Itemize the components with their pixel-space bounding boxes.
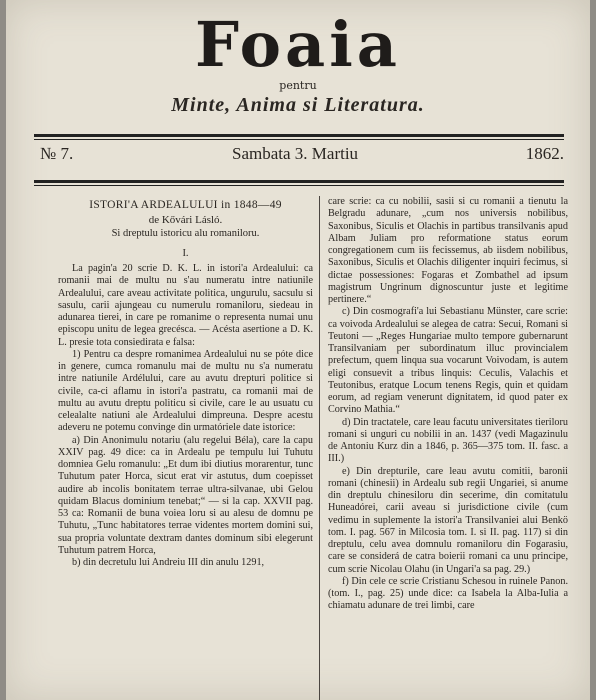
header-rule-bottom-thin (34, 185, 564, 186)
article-column-left (58, 196, 313, 700)
header-rule-top-thin (34, 139, 564, 140)
issue-date: Sambata 3. Martiu (232, 144, 359, 163)
issue-year: 1862. (525, 144, 564, 163)
masthead (6, 10, 590, 118)
article-title: ISTORI'A ARDEALULUI in 1848—49 (89, 199, 282, 211)
paragraph: c) Din cosmografi'a lui Sebastianu Münster, care scrie: ca voivoda Ardealului se alegea de catra: Secui, Romani si Teutoni — „Reges Hungariae multo tempore gubernarunt Transilvaniam per subordinatum illuc provincialem prefectum, quem linqua sua vocarunt Voivodam, is autem eligi consuevit a tribus linquis: Ceculis, Valachis et Teutonibus, eratque Locum tenens Regis, quin et quidam eorum, ad regiam venerunt dignitatem, id quod pater ex Corvino Mathia.“ (328, 306, 568, 416)
paragraph: care scrie: ca cu nobilii, sasii si cu romanii a tienutu la Belgradu adunare, „cum nos universis nobilibus, Saxonibus, Siculis et Olachis in partibus transilvanis apud Albam Juliam pro reformatione status eorum congregationem cum iis fecissemus, ab iisdem nobilibus, Saxonibus, Siculis et Olachis diligenter inquiri fecimus, si dictae possessiones: Fogaras et Zombathel ad ipsum magistrum Ungrinum dignoscuntur juste et legitime pertinere.“ (328, 196, 568, 305)
newspaper-subtitle: Minte, Anima si Literatura. (171, 94, 425, 116)
paragraph: a) Din Anonimulu notariu (alu regelui Béla), care la capu XXIV pag. 49 dice: ca in Ardealu pe tempulu lui Tuhutu domniea Gelu romanulu: „Et dum ibi diutius morarentur, tunc Tuhutum pater Horca, sicut erat vir astutus, dum coepisset audire ab incolis bonitatem terrae ultra-silvanae, ubi Gelou quidam Blacus dominium tenebat;“ — si la cap. XXVII pag. 53 ca: Romanii de buna voiea loru si au alesu de domnu pe Tuhutu, „Tunc habitatores terrae videntes mortem domini sui, sua propria voluntate dextram dantes dominum sibi elegerunt Tuhutum patrem Horca, (58, 434, 313, 556)
issue-number: № 7. (40, 144, 74, 163)
newspaper-title: Foaia (195, 8, 401, 81)
paragraph: 1) Pentru ca despre romanimea Ardealului nu se póte dice in genere, cumca romanulu mai de multu nu s'a numeratu intre natiunile Ardélului, care au avutu drepturi politice si civile, ca-ci aflamu in istori'a pastratu, ca romanii mai de multu au avutu dreptu politicu si civile, care le au usuatu cu celealalte natiuni ale Ardealului dimpreuna. Despre acestu adeveru ne potemu convinge din urmatóriele date istorice: (58, 348, 313, 434)
paragraph: e) Din drepturile, care leau avutu comitii, baronii romani (chinesii) in Ardealu sub regii Ungariei, si anume din dreptulu chinesiloru din secerime, din comitatulu Huneadórei, carii aveau si jurisdictione civile (cum vedimu in suplemente la istori'a Transilvaniei alui Benkö tom. I. pag. 567 in Milcosia tom. I. si II. pag. 117) si din dreptulu, celu avea domnulu romaniloru din Fogarasiu, care se considerá de catra boierii romani ca unu principe, cum scrie Nicolau Olahu (in Ungari'a sa pag. 29.) (328, 465, 568, 575)
issue-info-row (36, 144, 564, 168)
paragraph: La pagin'a 20 scrie D. K. L. in istori'a Ardealului: ca romanii mai de multu nu s'au numeratu intre natiunile Ardealului, care aveau activitate politica, ungurulu, sacsulu si sasulu, carii ajungeau cu numerulu romaniloru, siedeau in adunarea tierei, in care pe romanime o representa numai unu episcopu unitu de legea grecésca. — Acésta asertione a D. K. L. presie tota consiedirata e falsa: (58, 263, 313, 348)
article-subtitle: Si dreptulu istoricu alu romaniloru. (111, 228, 260, 239)
article-author: de Kővári Lásló. (148, 214, 223, 226)
title-connector: pentru (279, 79, 317, 92)
header-rule-bottom (34, 180, 564, 183)
column-divider (319, 196, 320, 700)
paragraph: d) Din tractatele, care leau facutu universitates tieriloru romani si unguri cu nobilii in an. 1437 (vedi Magazinulu de Antoniu Kurz din a 1846, p. 365—375 tom. II. fasc. a III.) (328, 416, 568, 465)
section-number: I. (182, 248, 189, 259)
article-column-right (328, 196, 568, 700)
header-rule-top (34, 134, 564, 137)
paragraph: f) Din cele ce scrie Cristianu Schesou in ruinele Panon. (tom. I., pag. 25) unde dice: ca Isabela la Alba-Iulia a chiamatu adunare de trei limbi, care (328, 575, 568, 612)
paragraph: b) din decretulu lui Andreiu III din anulu 1291, (72, 557, 265, 568)
newspaper-page (6, 0, 590, 700)
